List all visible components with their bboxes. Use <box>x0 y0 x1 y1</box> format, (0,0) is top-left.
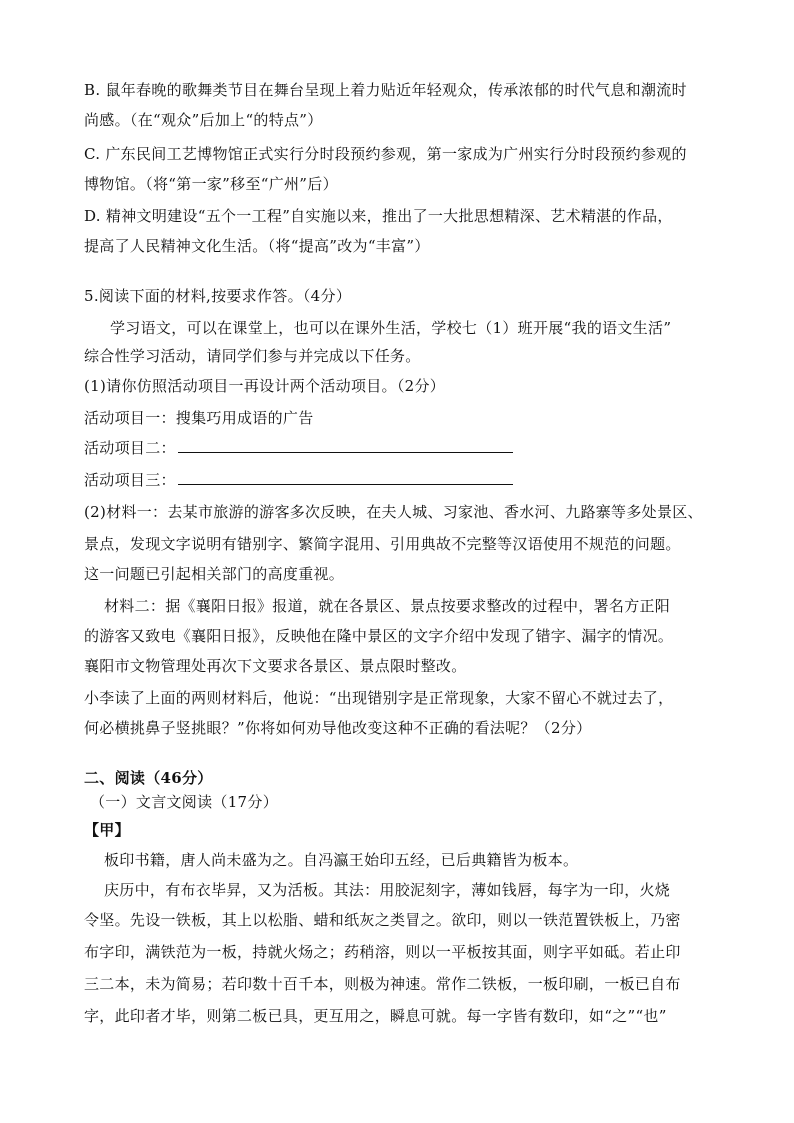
activity-item-2-label: 活动项目二： <box>84 439 176 457</box>
question-xiaoli-line-2: 何必横挑鼻子竖挑眼？”你将如何劝导他改变这种不正确的看法呢？（2分） <box>84 719 592 737</box>
passage-line-5: 三二本，未为简易；若印数十百千本，则极为神速。常作二铁板，一板印刷，一板已自布 <box>84 975 681 993</box>
passage-line-2: 庆历中，有布衣毕昇，又为活板。其法：用胶泥刻字，薄如钱唇，每字为一印，火烧 <box>104 881 671 899</box>
passage-line-1: 板印书籍，唐人尚未盛为之。自冯瀛王始印五经，已后典籍皆为板本。 <box>104 851 579 869</box>
option-d-line-1: D. 精神文明建设“五个一工程”自实施以来，推出了一大批思想精深、艺术精湛的作品， <box>84 207 673 225</box>
passage-line-4: 布字印，满铁范为一板，持就火炀之；药稍溶，则以一平板按其面，则字平如砥。若止印 <box>84 943 681 961</box>
material-1-line-2: 景点，发现文字说明有错别字、繁简字混用、引用典故不完整等汉语使用不规范的问题。 <box>84 535 681 553</box>
option-d-line-2: 提高了人民精神文化生活。（将“提高”改为“丰富”） <box>84 237 430 255</box>
option-b-line-2: 尚感。（在“观众”后加上“的特点”） <box>84 111 323 129</box>
intro-paragraph-line-2: 综合性学习活动，请同学们参与并完成以下任务。 <box>84 347 421 365</box>
subquestion-1: (1)请你仿照活动项目一再设计两个活动项目。（2分） <box>84 377 446 395</box>
option-b-line-1: B. 鼠年春晚的歌舞类节目在舞台呈现上着力贴近年轻观众，传承浓郁的时代气息和潮流时 <box>84 81 687 99</box>
answer-blank-2[interactable] <box>178 438 513 453</box>
activity-item-3-label: 活动项目三： <box>84 471 176 489</box>
option-c-line-1: C. 广东民间工艺博物馆正式实行分时段预约参观，第一家成为广州实行分时段预约参观的 <box>84 145 687 163</box>
passage-line-6: 字，此印者才毕，则第二板已具，更互用之，瞬息可就。每一字皆有数印，如“之”“也” <box>84 1007 667 1025</box>
passage-jia-label: 【甲】 <box>84 821 130 839</box>
material-1-line-1: (2)材料一：去某市旅游的游客多次反映，在夫人城、习家池、香水河、九路寨等多处景区、 <box>84 503 703 521</box>
activity-item-3 <box>84 470 513 490</box>
question-5-title: 5.阅读下面的材料,按要求作答。（4分） <box>84 287 352 305</box>
material-2-line-2: 的游客又致电《襄阳日报》，反映他在隆中景区的文字介绍中发现了错字、漏字的情况。 <box>84 627 674 645</box>
material-1-line-3: 这一问题已引起相关部门的高度重视。 <box>84 565 345 583</box>
material-2-line-3: 襄阳市文物管理处再次下文要求各景区、景点限时整改。 <box>84 657 467 675</box>
intro-paragraph-line-1: 学习语文，可以在课堂上，也可以在课外生活，学校七（1）班开展“我的语文生活” <box>110 319 672 337</box>
answer-blank-3[interactable] <box>178 470 513 485</box>
question-xiaoli-line-1: 小李读了上面的两则材料后，他说：“出现错别字是正常现象，大家不留心不就过去了， <box>84 689 674 707</box>
passage-line-3: 令坚。先设一铁板，其上以松脂、蜡和纸灰之类冒之。欲印，则以一铁范置铁板上，乃密 <box>84 911 681 929</box>
section-2-heading: 二、阅读（46分） <box>84 769 213 787</box>
option-c-line-2: 博物馆。（将“第一家”移至“广州”后） <box>84 175 338 193</box>
activity-item-2 <box>84 438 513 458</box>
material-2-line-1: 材料二：据《襄阳日报》报道，就在各景区、景点按要求整改的过程中，署名方正阳 <box>104 597 671 615</box>
subsection-classical-heading: （一）文言文阅读（17分） <box>90 793 278 811</box>
activity-item-1: 活动项目一：搜集巧用成语的广告 <box>84 409 314 427</box>
